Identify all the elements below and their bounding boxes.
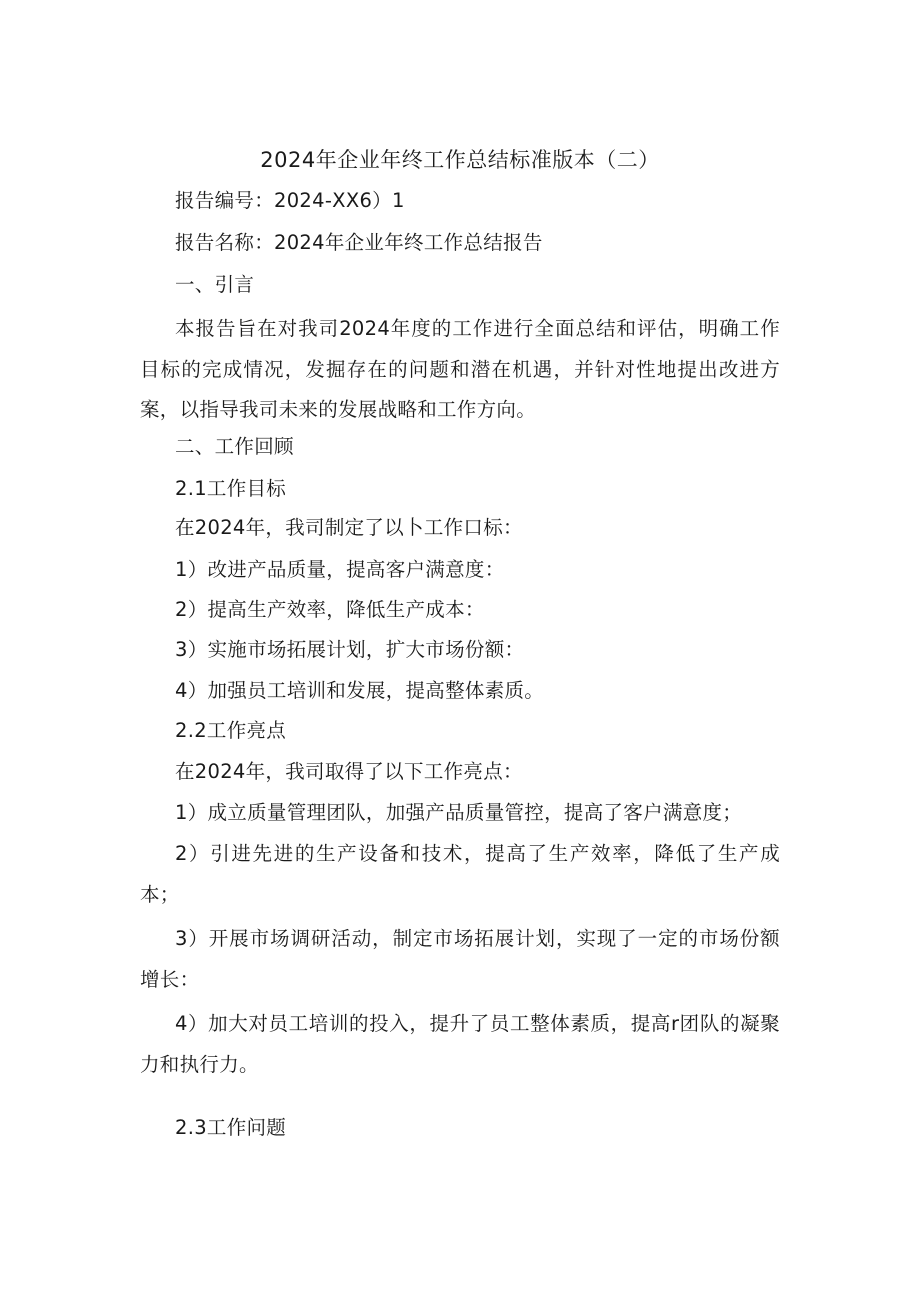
goal-item: 4）加强员工培训和发展，提高整体素质。 bbox=[175, 679, 545, 702]
goals-intro: 在2024年，我司制定了以卜工作口标： bbox=[175, 516, 523, 539]
highlight-item: 3）开展市场调研活动，制定市场拓展计划，实现了一定的市场份额增长： bbox=[140, 927, 780, 991]
subsection-heading-work-issues: 2.3工作问题 bbox=[175, 1116, 287, 1139]
highlights-intro: 在2024年，我司取得了以下工作亮点： bbox=[175, 760, 523, 783]
goal-item: 1）改进产品质量，提高客户满意度： bbox=[175, 558, 505, 581]
report-name: 报告名称：2024年企业年终工作总结报告 bbox=[175, 231, 543, 254]
document-title: 2024年企业年终工作总结标准版本（二） bbox=[260, 148, 660, 172]
subsection-heading-work-highlights: 2.2工作亮点 bbox=[175, 719, 287, 742]
highlight-item: 1）成立质量管理团队，加强产品质量管控，提高了客户满意度； bbox=[175, 801, 743, 824]
section-heading-introduction: 一、引言 bbox=[175, 273, 255, 296]
report-number: 报告编号：2024-XX6）1 bbox=[175, 189, 405, 212]
highlight-item: 4）加大对员工培训的投入，提升了员工整体素质，提高r团队的凝聚力和执行力。 bbox=[140, 1012, 780, 1076]
goal-item: 3）实施市场拓展计划，扩大市场份额： bbox=[175, 638, 525, 661]
subsection-heading-work-goals: 2.1工作目标 bbox=[175, 477, 287, 500]
section-heading-work-review: 二、工作回顾 bbox=[175, 435, 294, 458]
intro-paragraph: 本报告旨在对我司2024年度的工作进行全面总结和评估，明确工作目标的完成情况，发掘存在的问题和潜在机遇，并针对性地提出改进方案，以指导我司未来的发展战略和工作方向。 bbox=[140, 317, 780, 421]
highlight-item: 2）引进先进的生产设备和技术，提高了生产效率，降低了生产成本； bbox=[140, 842, 780, 906]
goal-item: 2）提高生产效率，降低生产成本： bbox=[175, 598, 485, 621]
